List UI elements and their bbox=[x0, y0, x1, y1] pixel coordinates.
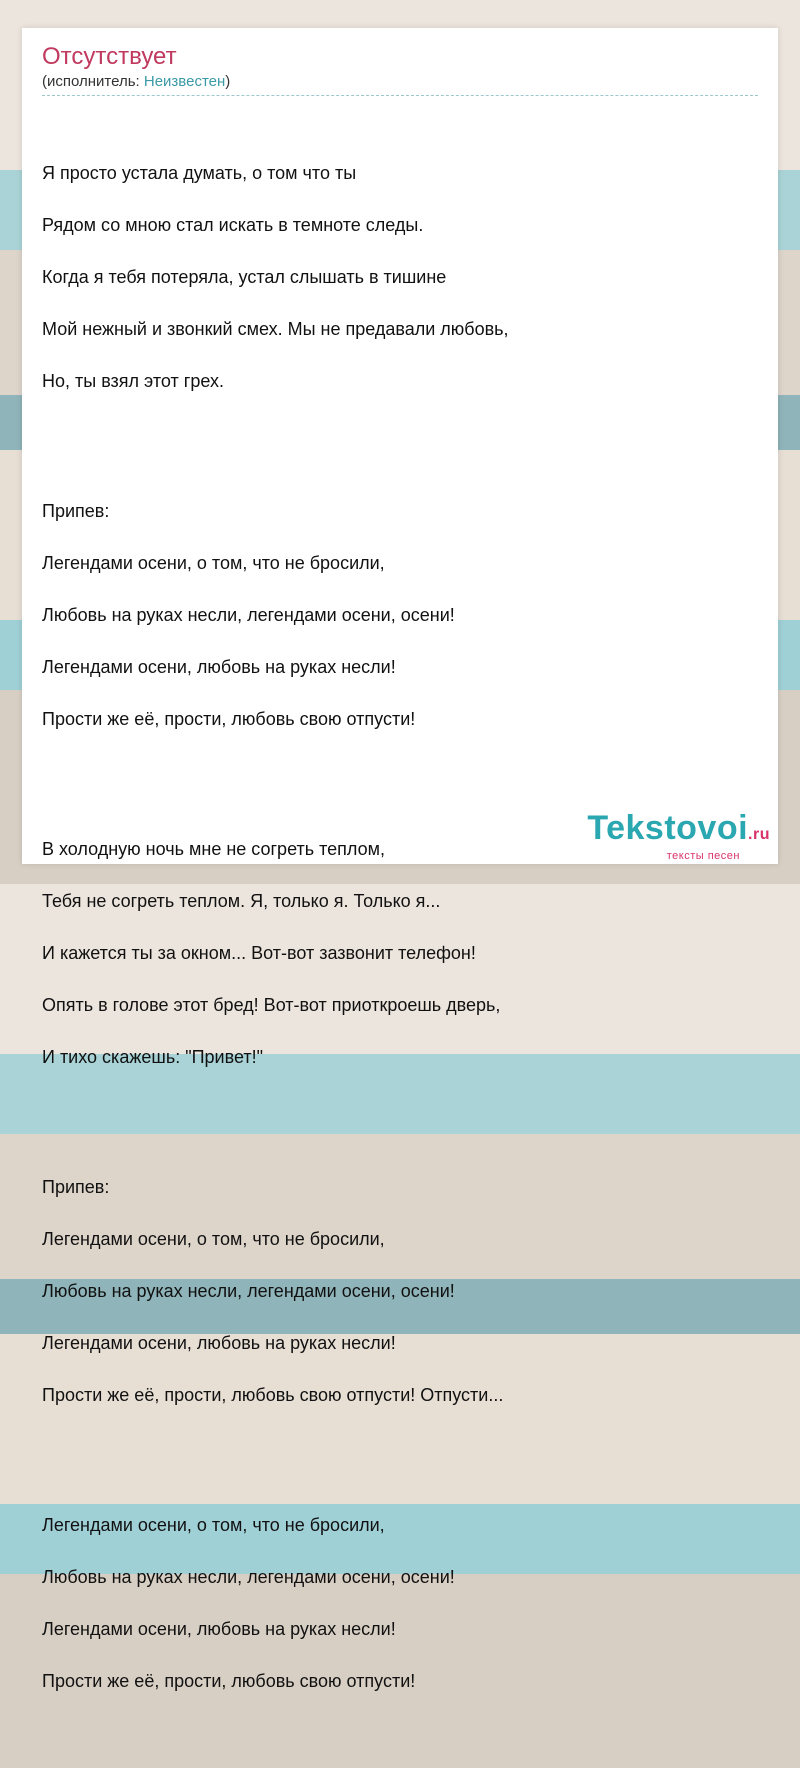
song-title: Отсутствует bbox=[42, 43, 177, 70]
lyric-line: Прости же её, прости, любовь свою отпусти! bbox=[42, 709, 416, 729]
lyric-line: Опять в голове этот бред! Вот-вот приоткроешь дверь, bbox=[42, 995, 501, 1015]
stanza bbox=[42, 472, 758, 758]
artist-link[interactable]: Неизвестен bbox=[143, 73, 226, 90]
meta-prefix: (исполнитель: bbox=[42, 73, 144, 90]
lyric-line: Любовь на руках несли, легендами осени, осени! bbox=[42, 1281, 455, 1301]
lyric-line: В холодную ночь мне не согреть теплом, bbox=[42, 839, 385, 859]
logo-wordmark bbox=[587, 811, 770, 852]
lyric-line: И тихо скажешь: "Привет!" bbox=[42, 1047, 264, 1067]
site-logo[interactable] bbox=[587, 811, 770, 862]
lyrics-card bbox=[22, 28, 778, 1691]
logo-subtitle: тексты песен bbox=[666, 850, 740, 862]
stanza bbox=[42, 1486, 758, 1720]
logo-tld: .ru bbox=[748, 826, 770, 843]
stanza bbox=[42, 1148, 758, 1434]
lyric-line: Я просто устала думать, о том что ты bbox=[42, 163, 357, 183]
lyric-line: Легендами осени, любовь на руках несли! bbox=[42, 1619, 396, 1639]
stanza bbox=[42, 134, 758, 420]
lyric-line: Прости же её, прости, любовь свою отпусти! bbox=[42, 1671, 416, 1691]
lyric-line: Легендами осени, о том, что не бросили, bbox=[42, 1229, 385, 1249]
meta-suffix: ) bbox=[225, 73, 231, 90]
song-meta bbox=[42, 72, 758, 96]
lyric-line: Легендами осени, о том, что не бросили, bbox=[42, 1515, 385, 1535]
lyric-line: Легендами осени, о том, что не бросили, bbox=[42, 553, 385, 573]
lyric-line: Рядом со мною стал искать в темноте следы. bbox=[42, 215, 424, 235]
lyric-line: Легендами осени, любовь на руках несли! bbox=[42, 657, 396, 677]
lyric-line: Прости же её, прости, любовь свою отпусти! Отпусти... bbox=[42, 1385, 504, 1405]
lyric-line: И кажется ты за окном... Вот-вот зазвонит телефон! bbox=[42, 943, 476, 963]
lyric-line: Но, ты взял этот грех. bbox=[42, 371, 224, 391]
lyric-line: Легендами осени, любовь на руках несли! bbox=[42, 1333, 396, 1353]
lyric-line: Мой нежный и звонкий смех. Мы не предавали любовь, bbox=[42, 319, 509, 339]
lyric-line: Припев: bbox=[42, 1177, 110, 1197]
lyric-line: Тебя не согреть теплом. Я, только я. Только я... bbox=[42, 891, 441, 911]
lyric-line: Любовь на руках несли, легендами осени, осени! bbox=[42, 605, 455, 625]
lyric-line: Любовь на руках несли, легендами осени, осени! bbox=[42, 1567, 455, 1587]
logo-name: Tekstovoi bbox=[587, 809, 749, 847]
lyric-line: Припев: bbox=[42, 501, 110, 521]
lyric-line: Когда я тебя потеряла, устал слышать в тишине bbox=[42, 267, 447, 287]
lyrics-text bbox=[42, 108, 758, 1768]
